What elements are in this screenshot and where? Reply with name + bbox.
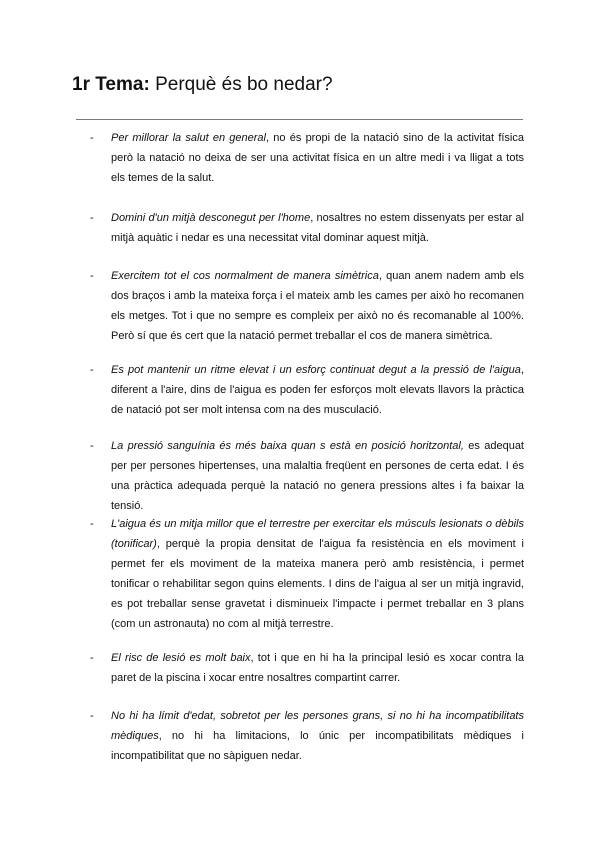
item-body: , perquè la propia densitat de l'aigua fa resistència en els moviment i permet fer els moviment de la mateixa manera però amb resistència, i permet tonificar o rehabilitar segon quins elements. I dins de l'aigua al ser un mitjà ingravid, es pot treballar sense gravetat i disminueix l'impacte i permet treballar en 3 plans (com un astronauta) no com al mitjà terrestre. [111, 538, 524, 630]
item-lead: Exercitem tot el cos normalment de manera simètrica [111, 270, 379, 282]
bullet-dash: - [90, 212, 94, 224]
bullet-dash: - [90, 270, 94, 282]
item-lead: Per millorar la salut en general [111, 132, 266, 144]
item-paragraph [111, 128, 524, 188]
list-item [90, 208, 524, 248]
item-lead: Domini d'un mitjà desconegut per l'home [111, 212, 311, 224]
item-paragraph [111, 208, 524, 248]
item-paragraph [111, 360, 524, 420]
list-item [90, 436, 524, 516]
item-paragraph [111, 514, 524, 634]
bullet-dash: - [90, 440, 94, 452]
bullet-dash: - [90, 364, 94, 376]
bullet-dash: - [90, 652, 94, 664]
list-item [90, 648, 524, 688]
item-lead: La pressió sanguínia és més baixa quan s està en posició horitzontal, [111, 440, 464, 452]
item-body: es adequat per per persones hipertenses, una malaltia freqüent en persones de certa edat. I és una pràctica adequada perquè la natació no genera pressions altes i fa baixar la tensió. [111, 440, 524, 512]
item-body: , nosaltres no estem dissenyats per estar al mitjà aquàtic i nedar es una necessitat vital dominar aquest mitjà. [111, 212, 524, 244]
item-paragraph [111, 266, 524, 346]
item-body: , tot i que en hi ha la principal lesió es xocar contra la paret de la piscina i xocar entre nosaltres compartint carrer. [111, 652, 524, 684]
title-prefix: 1r Tema: [72, 74, 150, 95]
title-text: Perquè és bo nedar? [149, 74, 333, 95]
bullet-dash: - [90, 132, 94, 144]
item-body: , no és propi de la natació sino de la activitat física però la natació no deixa de ser una activitat física en un altre medi i va lligat a tots els temes de la salut. [111, 132, 524, 184]
page-title [72, 74, 333, 96]
item-lead: No hi ha límit d'edat, sobretot per les persones grans, si no hi ha incompatibilitats mèdiques [111, 710, 524, 742]
list-item [90, 360, 524, 420]
item-lead: L'aigua és un mitja millor que el terrestre per exercitar els músculs lesionats o dèbils (tonificar) [111, 518, 524, 550]
list-item [90, 266, 524, 346]
title-divider [76, 119, 523, 120]
list-item [90, 128, 524, 188]
list-item [90, 706, 524, 766]
item-body: , quan anem nadem amb els dos braços i amb la mateixa força i el mateix amb les cames per això ho recomanen els metges. Tot i que no sempre es compleix per això no és recomanable al 100%. Però sí que és cert que la natació permet treballar el cos de manera simètrica. [111, 270, 524, 342]
item-lead: El risc de lesió es molt baix [111, 652, 251, 664]
bullet-dash: - [90, 518, 94, 530]
item-paragraph [111, 648, 524, 688]
item-paragraph [111, 706, 524, 766]
item-body: , no hi ha limitacions, lo únic per incompatibilitats mèdiques i incompatibilitat que no sàpiguen nedar. [111, 730, 524, 762]
bullet-dash: - [90, 710, 94, 722]
item-body: , diferent a l'aire, dins de l'aigua es poden fer esforços molt elevats llavors la pràctica de natació pot ser molt intensa com na des musculació. [111, 364, 524, 416]
list-item [90, 514, 524, 634]
item-lead: Es pot mantenir un ritme elevat i un esforç continuat degut a la pressió de l'aigua [111, 364, 521, 376]
item-paragraph [111, 436, 524, 516]
